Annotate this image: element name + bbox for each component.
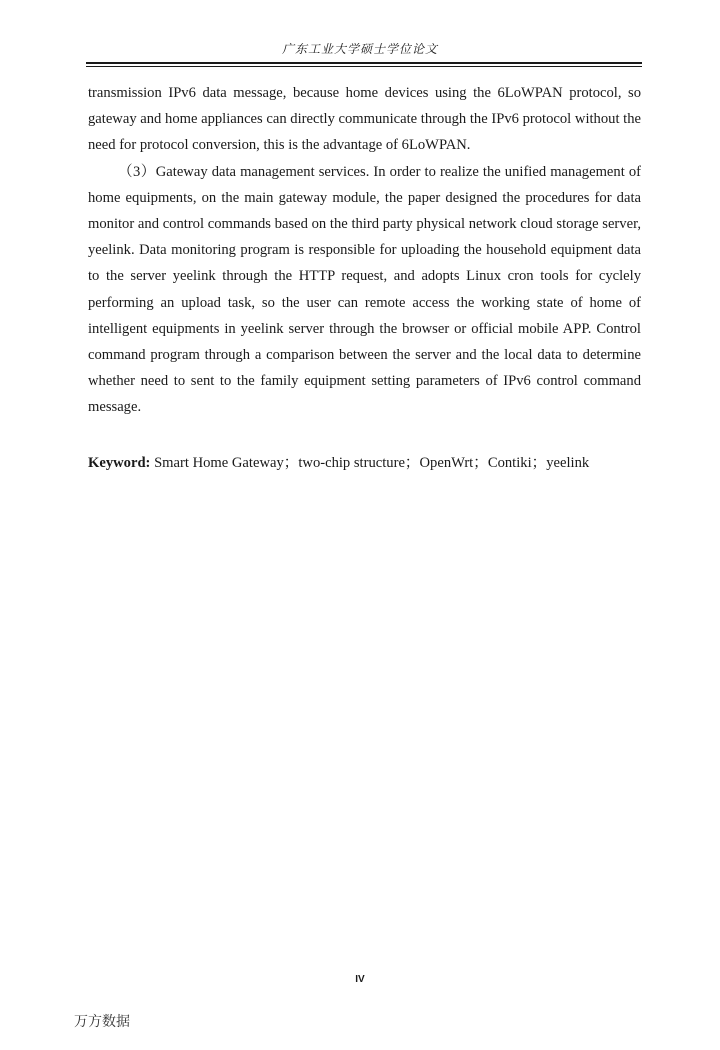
paragraph-continuation: transmission IPv6 data message, because home devices using the 6LoWPAN protocol, so gateway and home appliances can directly communicate through the IPv6 protocol without the need for protocol conversion, this is the advantage of 6LoWPAN.	[88, 85, 641, 154]
keywords-line	[88, 452, 648, 474]
source-watermark: 万方数据	[74, 1014, 130, 1030]
page-number: IV	[355, 974, 365, 985]
abstract-body	[88, 80, 641, 421]
keywords-text: Smart Home Gateway；two-chip structure；OpenWrt；Contiki；yeelink	[150, 455, 590, 471]
paragraph-gateway-services: （3）Gateway data management services. In order to realize the unified management of home equipments, on the main gateway module, the paper designed the procedures for data monitor and control commands based on the third party physical network cloud storage server, yeelink. Data monitoring program is responsible for uploading the household equipment data to the server yeelink through the HTTP request, and adopts Linux cron tools for cyclely performing an upload task, so the user can remote access the working state of home of intelligent equipments in yeelink server through the browser or official mobile APP. Control command program through a comparison between the server and the local data to determine whether need to sent to the family equipment setting parameters of IPv6 control command message.	[88, 163, 641, 416]
header-rule-thin	[86, 66, 642, 67]
header-rule-thick	[86, 62, 642, 64]
keywords-label: Keyword:	[88, 455, 151, 471]
running-header-title: 广东工业大学硕士学位论文	[281, 42, 438, 56]
